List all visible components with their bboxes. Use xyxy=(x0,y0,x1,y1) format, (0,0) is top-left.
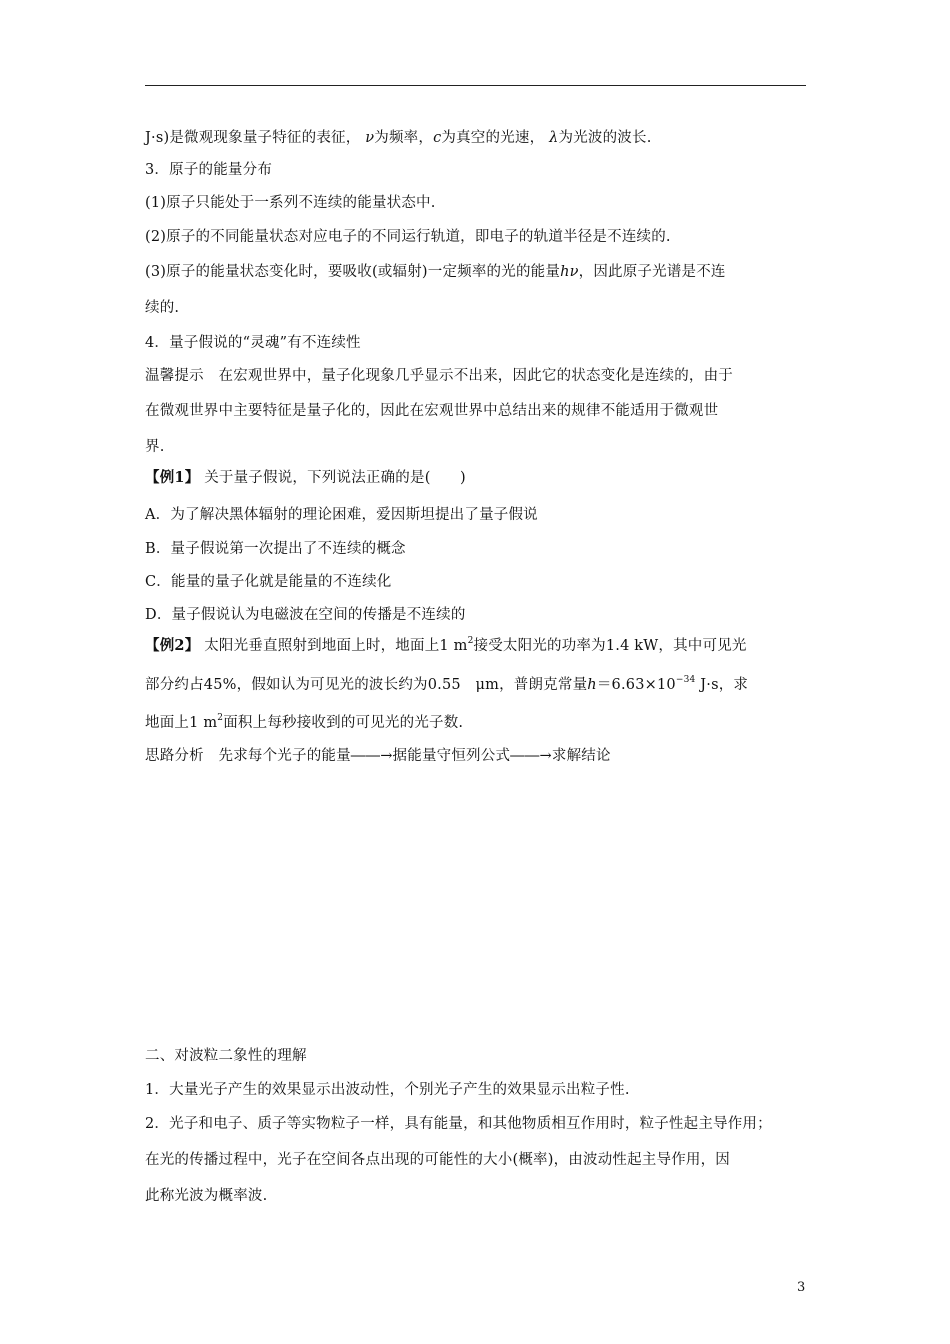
superscript: −34 xyxy=(675,675,696,686)
example-1 xyxy=(145,468,466,488)
option-b: B．量子假说第一次提出了不连续的概念 xyxy=(145,541,406,557)
section-2-p2-line-3: 此称光波为概率波. xyxy=(145,1188,268,1204)
section-2-p2-line-2: 在光的传播过程中，光子在空间各点出现的可能性的大小(概率)，由波动性起主导作用，因 xyxy=(145,1152,731,1168)
text-span: J·s)是微观现象量子特征的表征， xyxy=(145,130,361,146)
superscript: 2 xyxy=(467,636,474,647)
c-symbol: c xyxy=(433,130,442,146)
tip-line-2: 在微观世界中主要特征是量子化的，因此在宏观世界中总结出来的规律不能适用于微观世 xyxy=(145,403,719,419)
nu-symbol: ν xyxy=(365,130,375,146)
hv-symbol: hν xyxy=(560,264,579,280)
paragraph-3-cont: 续的. xyxy=(145,300,180,316)
text-span: 地面上1 m xyxy=(145,715,218,731)
example-2-line-1 xyxy=(145,636,747,656)
section-2-p1: 1．大量光子产生的效果显示出波动性，个别光子产生的效果显示出粒子性. xyxy=(145,1082,630,1098)
option-a: A．为了解决黑体辐射的理论困难，爱因斯坦提出了量子假说 xyxy=(145,507,538,523)
lambda-symbol: λ xyxy=(549,130,559,146)
page-number: 3 xyxy=(797,1280,806,1295)
superscript: 2 xyxy=(217,713,224,724)
tip-line-3: 界. xyxy=(145,439,165,455)
text-span: ＝6.63×10 xyxy=(596,677,676,693)
analysis-line: 思路分析 先求每个光子的能量――→据能量守恒列公式――→求解结论 xyxy=(145,748,611,764)
example-label: 【例1】 xyxy=(145,469,200,486)
text-line-1 xyxy=(145,128,652,148)
text-span: 面积上每秒接收到的可见光的光子数. xyxy=(223,715,464,731)
text-span: 接受太阳光的功率为1.4 kW，其中可见光 xyxy=(473,638,747,654)
section-2-heading: 二、对波粒二象性的理解 xyxy=(145,1048,307,1064)
example-label: 【例2】 xyxy=(145,637,200,654)
text-span: 为真空的光速， xyxy=(441,130,545,146)
text-span: 太阳光垂直照射到地面上时，地面上1 m xyxy=(204,638,468,654)
text-span: 为频率， xyxy=(374,130,434,146)
option-c: C．能量的量子化就是能量的不连续化 xyxy=(145,574,392,590)
text-span: J·s，求 xyxy=(695,677,749,693)
paragraph-2: (2)原子的不同能量状态对应电子的不同运行轨道，即电子的轨道半径是不连续的. xyxy=(145,229,671,245)
example-2-line-2 xyxy=(145,675,748,695)
section-2-p2-line-1: 2．光子和电子、质子等实物粒子一样，具有能量，和其他物质相互作用时，粒子性起主导作用； xyxy=(145,1116,772,1132)
text-span: (3)原子的能量状态变化时，要吸收(或辐射)一定频率的光的能量 xyxy=(145,264,561,280)
option-d: D．量子假说认为电磁波在空间的传播是不连续的 xyxy=(145,607,466,623)
heading-4: 4．量子假说的“灵魂”有不连续性 xyxy=(145,335,361,351)
text-span: 部分约占45%，假如认为可见光的波长约为0.55 μm，普朗克常量 xyxy=(145,677,588,693)
heading-3: 3．原子的能量分布 xyxy=(145,162,273,178)
paragraph-1: (1)原子只能处于一系列不连续的能量状态中. xyxy=(145,195,436,211)
tip-line-1: 温馨提示 在宏观世界中，量子化现象几乎显示不出来，因此它的状态变化是连续的，由于 xyxy=(145,368,733,384)
example-2-line-3 xyxy=(145,713,463,733)
text-span: 为光波的波长. xyxy=(558,130,652,146)
paragraph-3 xyxy=(145,262,726,282)
header-rule xyxy=(145,85,806,86)
example-text: 关于量子假说，下列说法正确的是( ) xyxy=(204,470,466,486)
h-symbol: h xyxy=(587,677,597,693)
text-span: ，因此原子光谱是不连 xyxy=(578,264,726,280)
